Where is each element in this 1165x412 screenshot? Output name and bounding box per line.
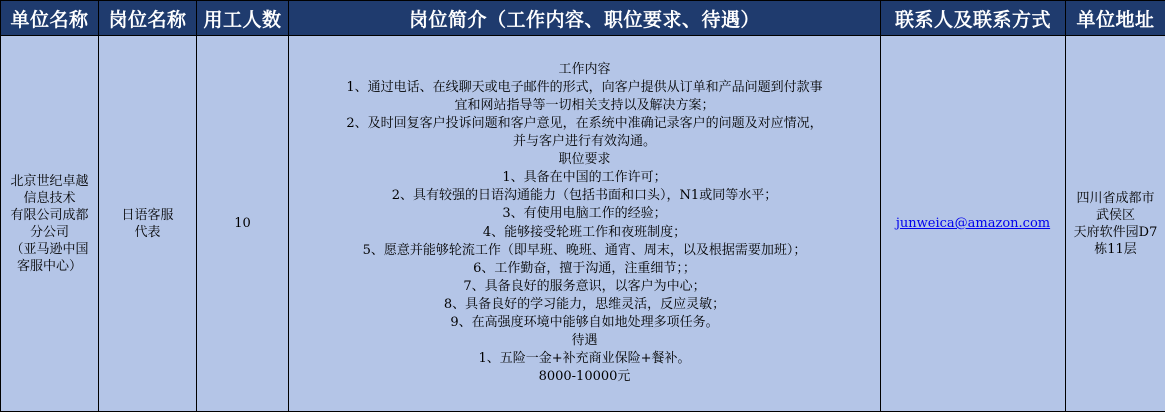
description-line: 1、具备在中国的工作许可； xyxy=(502,170,667,186)
header-position: 岗位名称 xyxy=(99,1,197,36)
section-heading-benefits: 待遇 xyxy=(571,333,598,349)
contact-email-link[interactable]: junweica@amazon.com xyxy=(895,216,1051,231)
section-heading-requirements: 职位要求 xyxy=(558,152,611,168)
header-address: 单位地址 xyxy=(1066,1,1165,36)
headcount-cell: 10 xyxy=(197,36,289,412)
contact-cell xyxy=(881,36,1066,412)
table-row xyxy=(1,36,1165,412)
position-cell xyxy=(99,36,197,412)
description-line: 6、工作勤奋，擅于沟通，注重细节；； xyxy=(473,260,696,276)
header-company: 单位名称 xyxy=(1,1,99,36)
company-cell xyxy=(1,36,99,412)
description-line: 7、具备良好的服务意识，以客户为中心； xyxy=(463,278,706,294)
description-line: 3、有使用电脑工作的经验； xyxy=(502,206,667,222)
description-line: 4、能够接受轮班工作和夜班制度； xyxy=(482,224,687,240)
description-line: 8、具备良好的学习能力，思维灵活，反应灵敏； xyxy=(443,296,726,312)
header-description: 岗位简介（工作内容、职位要求、待遇） xyxy=(289,1,881,36)
description-line: 9、在高强度环境中能够自如地处理多项任务。 xyxy=(450,314,719,330)
description-line: 1、通过电话、在线聊天或电子邮件的形式，向客户提供从订单和产品问题到付款事 xyxy=(346,79,823,95)
description-line: 宜和网站指导等一切相关支持以及解决方案； xyxy=(454,97,715,113)
description-line: 5、愿意并能够轮流工作（即早班、晚班、通宵、周末，以及根据需要加班）； xyxy=(362,242,807,258)
description-line: 1、五险一金+补充商业保险+餐补。 xyxy=(478,351,691,367)
position-name: 日语客服 代表 xyxy=(121,207,174,240)
header-row xyxy=(1,1,1165,36)
section-heading-duties: 工作内容 xyxy=(558,61,611,77)
header-headcount: 用工人数 xyxy=(197,1,289,36)
description-line: 2、具有较强的日语沟通能力（包括书面和口头），N1或同等水平； xyxy=(391,188,778,204)
description-cell xyxy=(289,36,881,412)
header-contact: 联系人及联系方式 xyxy=(881,1,1066,36)
company-name: 北京世纪卓越 信息技术 有限公司成都 分公司 （亚马逊中国 客服中心） xyxy=(10,173,89,274)
description-line: 2、及时回复客户投诉问题和客户意见，在系统中准确记录客户的问题及对应情况， xyxy=(346,115,823,131)
description-line: 并与客户进行有效沟通。 xyxy=(512,134,656,150)
address-cell xyxy=(1066,36,1165,412)
salary-range: 8000-10000元 xyxy=(538,369,631,385)
company-address: 四川省成都市 武侯区 天府软件园D7 栋11层 xyxy=(1073,190,1158,257)
